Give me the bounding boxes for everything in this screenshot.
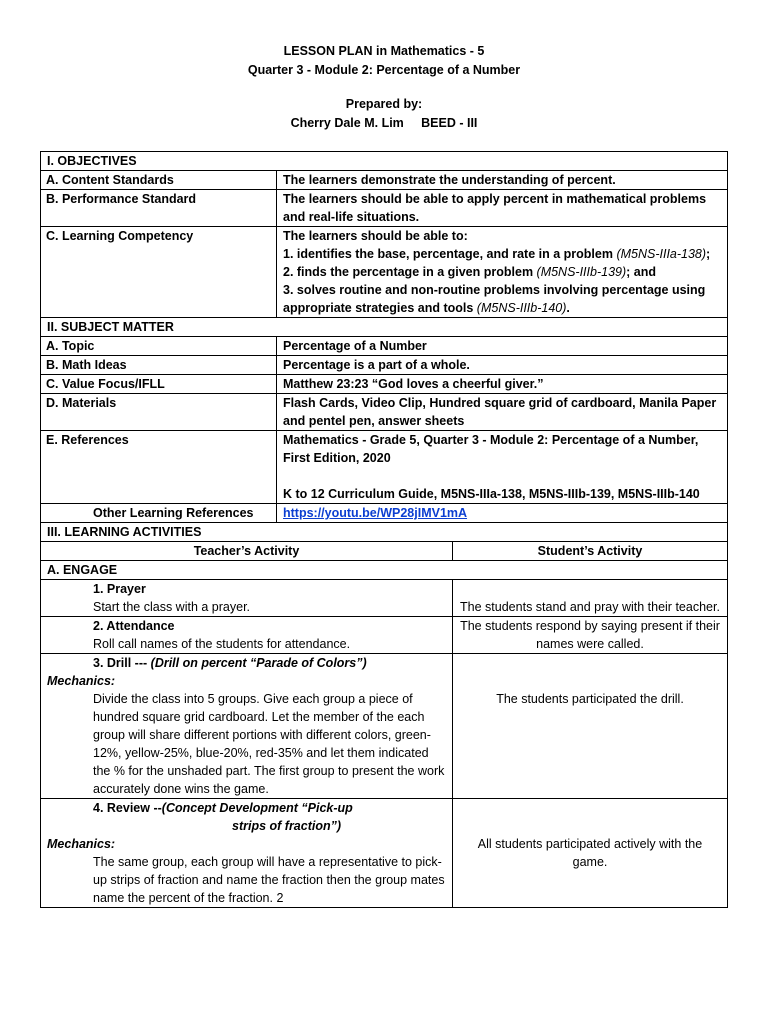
drill-student-text: The students participated the drill.	[496, 692, 684, 706]
objectives-section-row	[40, 151, 728, 170]
topic-label: A. Topic	[41, 337, 277, 355]
engage-heading: A. ENGAGE	[47, 563, 118, 577]
references-row	[40, 430, 728, 503]
learning-competency-value	[277, 227, 727, 317]
other-references-value	[277, 504, 727, 522]
activity-header-row	[40, 541, 728, 560]
reference-curriculum-guide: K to 12 Curriculum Guide, M5NS-IIIa-138, M5NS-IIIb-139, M5NS-IIIb-140	[283, 487, 700, 501]
reference-module: Mathematics - Grade 5, Quarter 3 - Module 2: Percentage of a Number, First Edition, 2020	[283, 433, 699, 465]
other-references-label: Other Learning References	[41, 504, 277, 522]
attendance-teacher-cell	[41, 617, 453, 653]
engage-row	[40, 560, 728, 579]
attendance-text: Roll call names of the students for attendance.	[93, 637, 351, 651]
lesson-plan-title: LESSON PLAN in Mathematics - 5	[283, 44, 485, 58]
prepared-by-label: Prepared by:	[345, 97, 423, 111]
value-focus-label: C. Value Focus/IFLL	[41, 375, 277, 393]
drill-mechanics-label: Mechanics:	[47, 674, 116, 688]
competency-code-3: (M5NS-IIIb-140)	[476, 301, 567, 315]
learning-activities-heading: III. LEARNING ACTIVITIES	[47, 525, 202, 539]
drill-teacher-cell	[41, 654, 453, 798]
youtube-reference-link[interactable]: https://youtu.be/WP28jIMV1mA	[283, 506, 468, 520]
math-ideas-row	[40, 355, 728, 374]
objectives-heading: I. OBJECTIVES	[47, 154, 137, 168]
subject-matter-section-row	[40, 317, 728, 336]
content-standards-row	[40, 170, 728, 189]
content-standards-value: The learners demonstrate the understanding of percent.	[283, 173, 616, 187]
learning-activities-section-row	[40, 522, 728, 541]
review-subtitle-1: (Concept Development “Pick-up	[161, 801, 353, 815]
module-title: Quarter 3 - Module 2: Percentage of a Number	[247, 63, 521, 77]
learning-competency-row	[40, 226, 728, 317]
performance-standard-label: B. Performance Standard	[41, 190, 277, 226]
performance-standard-value: The learners should be able to apply percent in mathematical problems and real-life situations.	[283, 192, 707, 224]
prayer-student-text: The students stand and pray with their teacher.	[460, 600, 720, 614]
review-teacher-cell	[41, 799, 453, 907]
subject-matter-heading: II. SUBJECT MATTER	[47, 320, 174, 334]
competency-item-2: 2. finds the percentage in a given problem (M5NS-IIIb-139); and	[283, 265, 656, 279]
lesson-plan-table	[40, 151, 728, 908]
attendance-row	[40, 616, 728, 653]
value-focus-row	[40, 374, 728, 393]
review-title: 4. Review --(Concept Development “Pick-up	[93, 801, 353, 815]
prayer-student-cell	[453, 580, 727, 616]
review-row	[40, 798, 728, 908]
value-focus-value: Matthew 23:23 “God loves a cheerful giver.”	[283, 377, 544, 391]
review-mechanics-label: Mechanics:	[47, 837, 116, 851]
competency-code-2: (M5NS-IIIb-139)	[536, 265, 627, 279]
competency-intro: The learners should be able to:	[283, 229, 468, 243]
review-student-text: All students participated actively with the game.	[477, 837, 703, 869]
student-activity-header: Student’s Activity	[537, 544, 643, 558]
drill-row	[40, 653, 728, 798]
references-value	[277, 431, 727, 503]
attendance-student-text: The students respond by saying present if their names were called.	[460, 619, 720, 651]
prayer-title: 1. Prayer	[93, 582, 146, 596]
preparer-name: Cherry Dale M. Lim BEED - III	[290, 116, 478, 130]
performance-standard-row	[40, 189, 728, 226]
references-label: E. References	[41, 431, 277, 503]
materials-label: D. Materials	[41, 394, 277, 430]
drill-subtitle: (Drill on percent “Parade of Colors”)	[150, 656, 367, 670]
prayer-teacher-cell	[41, 580, 453, 616]
topic-row	[40, 336, 728, 355]
prayer-text: Start the class with a prayer.	[93, 600, 251, 614]
learning-competency-label: C. Learning Competency	[41, 227, 277, 317]
attendance-title: 2. Attendance	[93, 619, 175, 633]
review-subtitle-2: strips of fraction”)	[232, 819, 342, 833]
other-references-row	[40, 503, 728, 522]
prayer-row	[40, 579, 728, 616]
content-standards-label: A. Content Standards	[41, 171, 277, 189]
drill-title: 3. Drill --- (Drill on percent “Parade of Colors”)	[93, 656, 367, 670]
review-text: The same group, each group will have a representative to pick-up strips of fraction and name the fraction then the group mates name the percent of the fraction. 2	[93, 855, 445, 905]
topic-value: Percentage of a Number	[283, 339, 427, 353]
drill-student-cell	[453, 654, 727, 798]
competency-code-1: (M5NS-IIIa-138)	[616, 247, 707, 261]
math-ideas-label: B. Math Ideas	[41, 356, 277, 374]
competency-item-3: 3. solves routine and non-routine problems involving percentage using appropriate strategies and tools (M5NS-IIIb-140).	[283, 283, 706, 315]
review-student-cell	[453, 799, 727, 907]
competency-item-1: 1. identifies the base, percentage, and rate in a problem (M5NS-IIIa-138);	[283, 247, 711, 261]
teacher-activity-header: Teacher’s Activity	[41, 542, 453, 560]
materials-row	[40, 393, 728, 430]
attendance-student-cell	[453, 617, 727, 653]
drill-text: Divide the class into 5 groups. Give each group a piece of hundred square grid cardboard. Let the member of the each group will share different portions with different colors, green-12%, yellow-25%, blue-20%, red-35% and let them indicated the % for the unshaded part. The first group to present the work accurately done wins the game.	[93, 692, 445, 796]
materials-value: Flash Cards, Video Clip, Hundred square grid of cardboard, Manila Paper and pentel pen, answer sheets	[283, 396, 717, 428]
math-ideas-value: Percentage is a part of a whole.	[283, 358, 470, 372]
